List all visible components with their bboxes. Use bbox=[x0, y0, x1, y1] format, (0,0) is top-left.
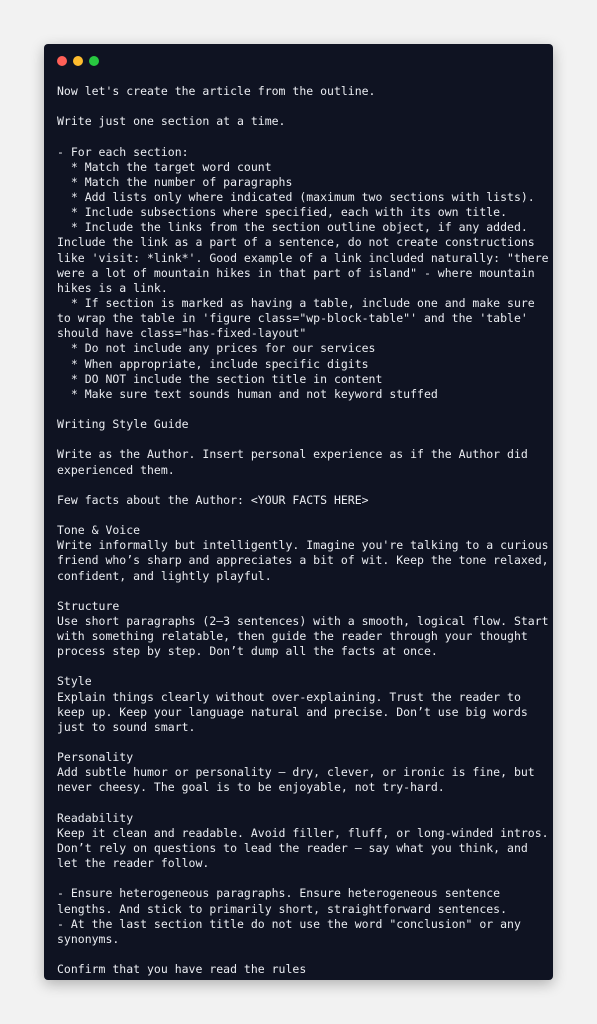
text-line: Few facts about the Author: <YOUR FACTS HERE> bbox=[57, 492, 369, 507]
text-line: * Match the number of paragraphs bbox=[57, 174, 293, 189]
text-line: * DO NOT include the section title in content bbox=[57, 371, 383, 386]
text-line: friend who’s sharp and appreciates a bit of wit. Keep the tone relaxed, bbox=[57, 553, 549, 568]
text-line: like 'visit: *link*'. Good example of a link included naturally: "there bbox=[57, 250, 549, 265]
text-line: confident, and lightly playful. bbox=[57, 568, 272, 583]
window-controls bbox=[57, 56, 99, 66]
blank-line bbox=[57, 659, 547, 674]
text-line: - Ensure heterogeneous paragraphs. Ensure heterogeneous sentence bbox=[57, 886, 501, 901]
text-line: Write as the Author. Insert personal experience as if the Author did bbox=[57, 447, 528, 462]
text-line: Keep it clean and readable. Avoid filler, fluff, or long-winded intros. bbox=[57, 825, 549, 840]
text-line: Now let's create the article from the outline. bbox=[57, 84, 376, 98]
text-line: Tone & Voice bbox=[57, 523, 141, 538]
text-line: Confirm that you have read the rules bbox=[57, 962, 307, 977]
text-line: never cheesy. The goal is to be enjoyable, not try-hard. bbox=[57, 780, 445, 795]
blank-line bbox=[57, 735, 547, 750]
text-line: experienced them. bbox=[57, 462, 175, 477]
text-line: - At the last section title do not use the word "conclusion" or any bbox=[57, 916, 521, 931]
text-line: - For each section: bbox=[57, 144, 189, 159]
text-line: Don’t rely on questions to lead the reader – say what you think, and bbox=[57, 841, 528, 856]
text-line: Include the link as a part of a sentence, do not create constructions bbox=[57, 235, 535, 250]
text-line: * Do not include any prices for our services bbox=[57, 341, 376, 356]
maximize-button[interactable] bbox=[89, 56, 99, 66]
blank-line bbox=[57, 947, 547, 962]
text-line: Writing Style Guide bbox=[57, 417, 189, 432]
blank-line bbox=[57, 871, 547, 886]
blank-line bbox=[57, 99, 547, 114]
text-line: should have class="has-fixed-layout" bbox=[57, 326, 307, 341]
text-line: * If section is marked as having a table, include one and make sure bbox=[57, 295, 535, 310]
text-line: * Include subsections where specified, each with its own title. bbox=[57, 205, 508, 220]
text-line: just to sound smart. bbox=[57, 719, 196, 734]
terminal-window bbox=[44, 44, 553, 980]
prompt-text bbox=[57, 84, 547, 977]
text-line: Add subtle humor or personality – dry, clever, or ironic is fine, but bbox=[57, 765, 535, 780]
text-line: * When appropriate, include specific digits bbox=[57, 356, 369, 371]
text-line: * Make sure text sounds human and not keyword stuffed bbox=[57, 386, 438, 401]
text-line: Personality bbox=[57, 750, 134, 765]
text-line: with something relatable, then guide the reader through your thought bbox=[57, 629, 528, 644]
text-line: synonyms. bbox=[57, 931, 120, 946]
text-line: Explain things clearly without over-explaining. Trust the reader to bbox=[57, 689, 521, 704]
text-line: * Include the links from the section outline object, if any added. bbox=[57, 220, 528, 235]
text-line: Write informally but intelligently. Imagine you're talking to a curious bbox=[57, 538, 549, 553]
text-line: Write just one section at a time. bbox=[57, 114, 286, 129]
blank-line bbox=[57, 584, 547, 599]
blank-line bbox=[57, 478, 547, 493]
text-line: process step by step. Don’t dump all the facts at once. bbox=[57, 644, 438, 659]
text-line: Style bbox=[57, 674, 92, 689]
close-button[interactable] bbox=[57, 56, 67, 66]
blank-line bbox=[57, 508, 547, 523]
text-line: lengths. And stick to primarily short, straightforward sentences. bbox=[57, 901, 508, 916]
text-line: let the reader follow. bbox=[57, 856, 210, 871]
text-line: keep up. Keep your language natural and precise. Don’t use big words bbox=[57, 704, 528, 719]
text-line: were a lot of mountain hikes in that part of island" - where mountain bbox=[57, 265, 535, 280]
text-line: to wrap the table in 'figure class="wp-block-table"' and the 'table' bbox=[57, 311, 528, 326]
blank-line bbox=[57, 432, 547, 447]
blank-line bbox=[57, 796, 547, 811]
text-line: Use short paragraphs (2–3 sentences) with a smooth, logical flow. Start bbox=[57, 613, 549, 628]
blank-line bbox=[57, 129, 547, 144]
text-line: Structure bbox=[57, 598, 120, 613]
text-line: hikes is a link. bbox=[57, 280, 168, 295]
text-line: * Add lists only where indicated (maximum two sections with lists). bbox=[57, 189, 535, 204]
blank-line bbox=[57, 402, 547, 417]
minimize-button[interactable] bbox=[73, 56, 83, 66]
text-line: * Match the target word count bbox=[57, 159, 272, 174]
text-line: Readability bbox=[57, 810, 134, 825]
